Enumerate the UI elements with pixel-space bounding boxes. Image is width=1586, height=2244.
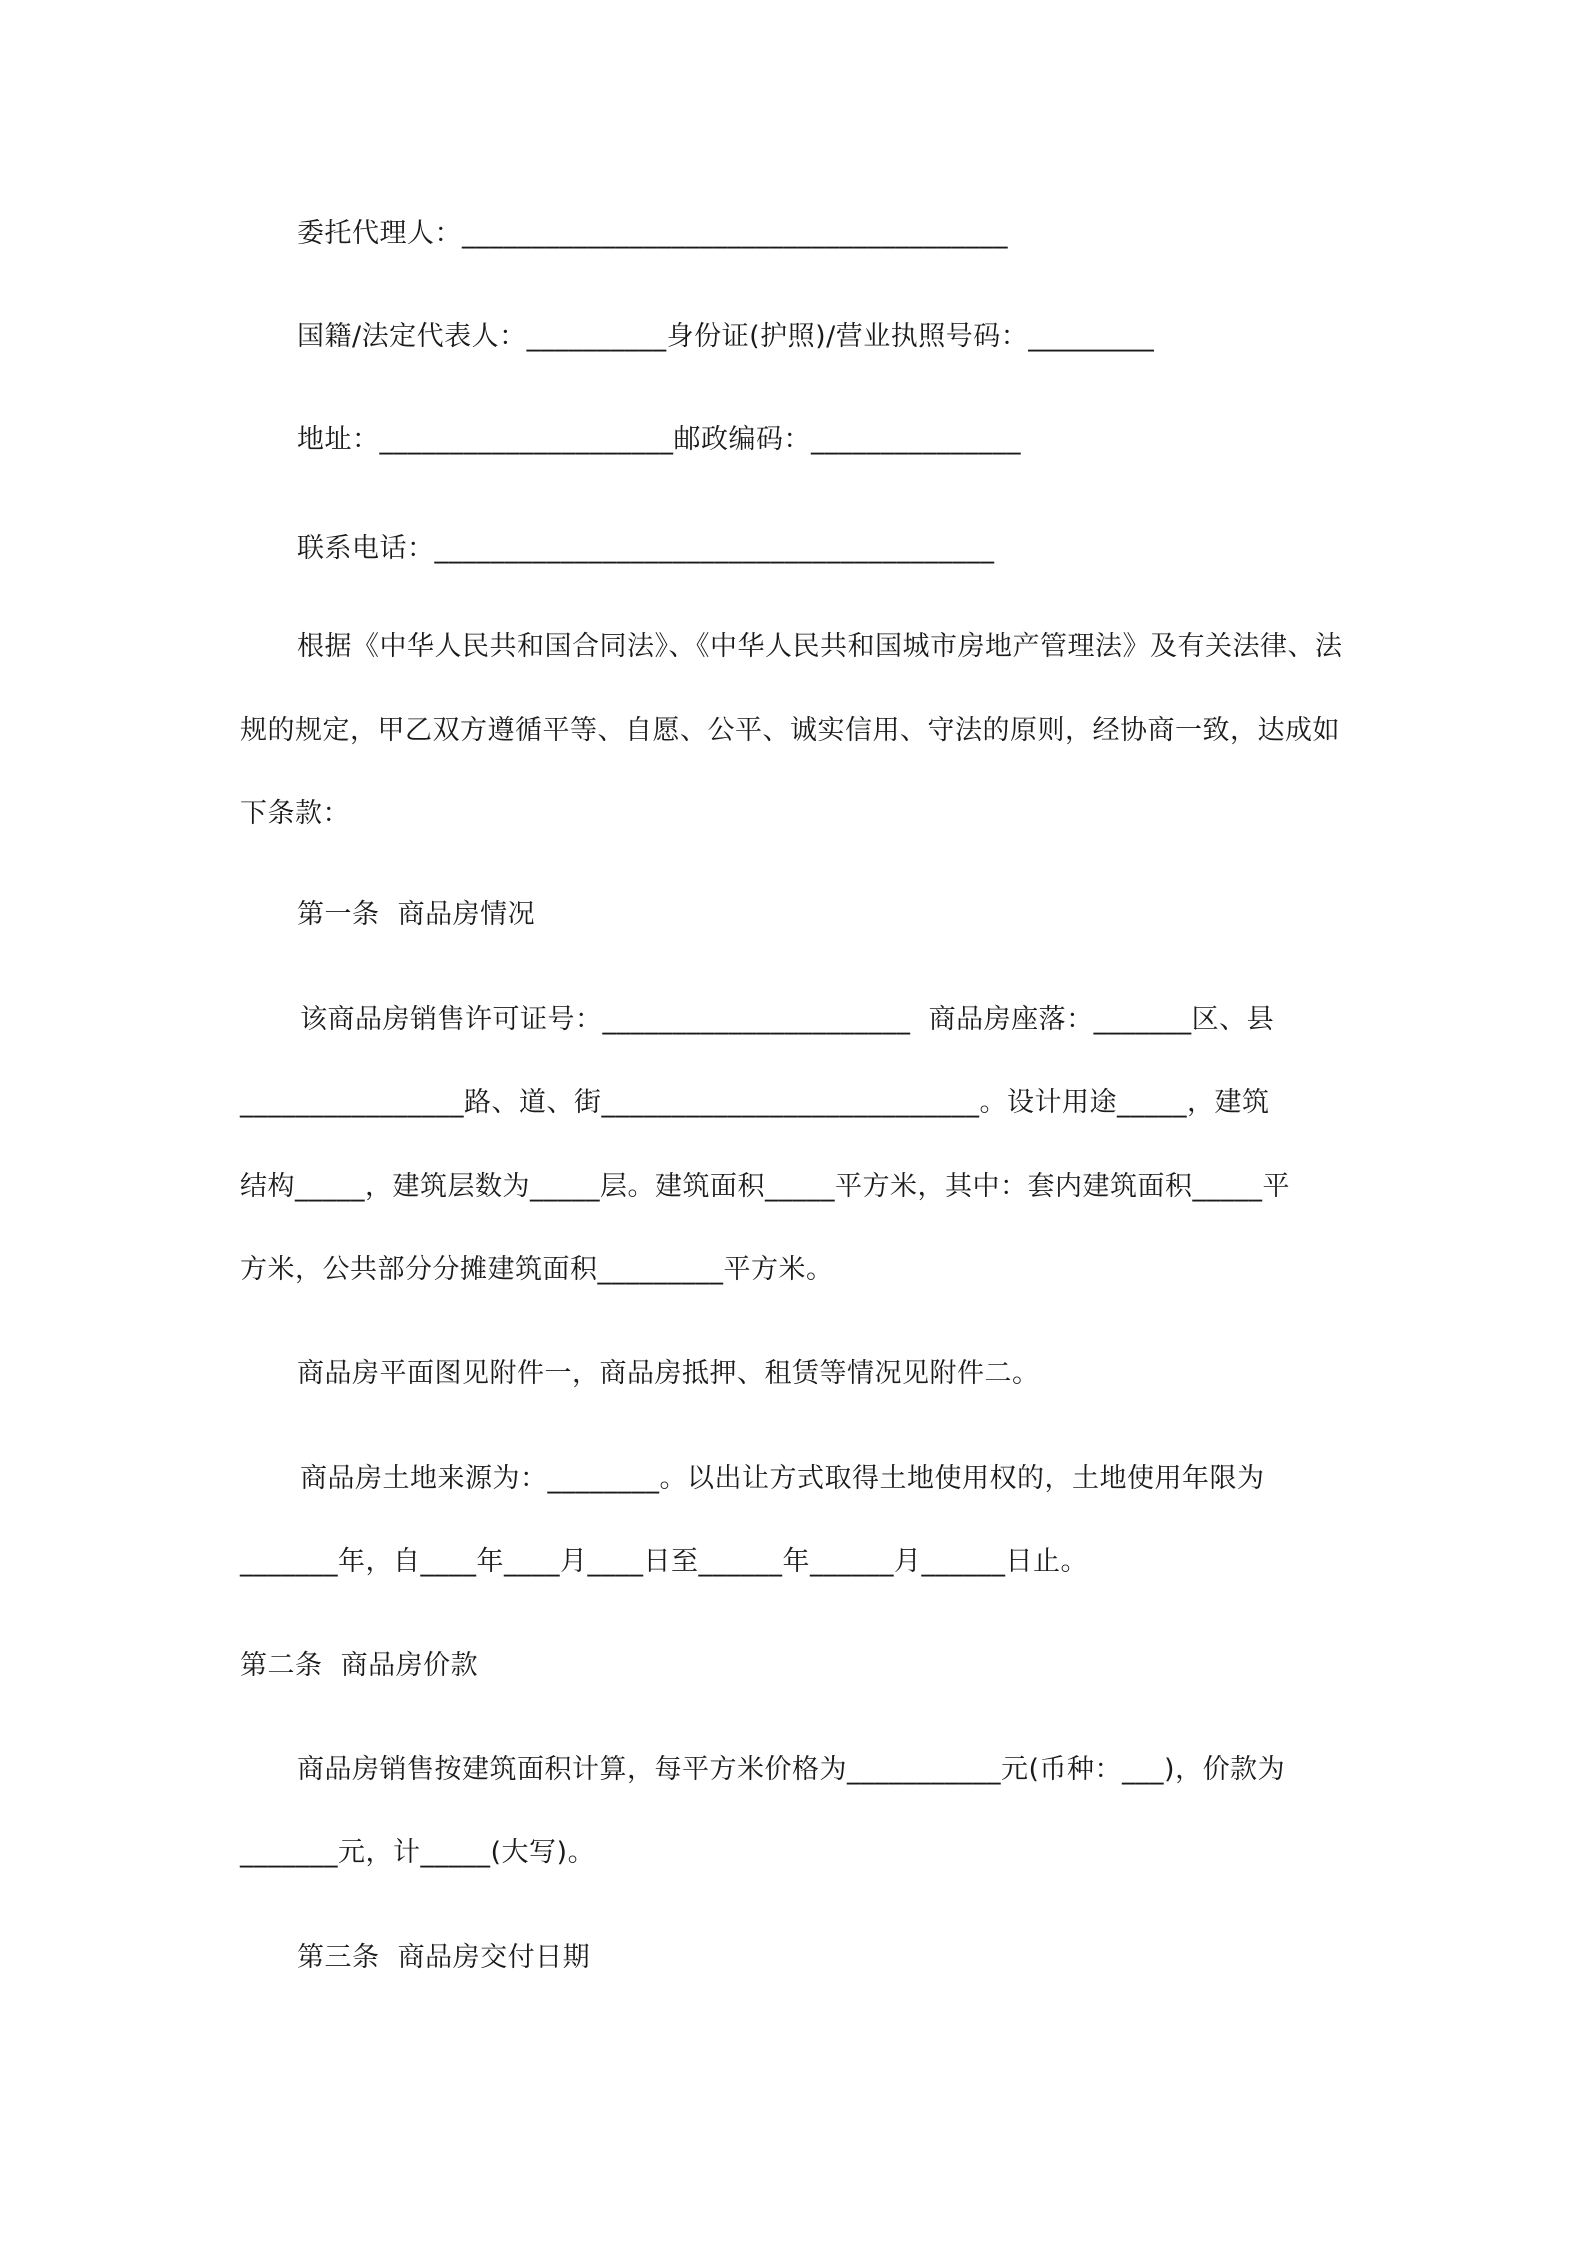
agent-field: 委托代理人：_______________________________________ [297, 218, 1008, 249]
article-1-line-3: 结构_____，建筑层数为_____层。建筑面积_____平方米，其中：套内建筑面积_____平 [240, 1171, 1290, 1202]
article-2-line-2: _______元，计_____(大写)。 [240, 1837, 596, 1868]
article-1-line-1: 该商品房销售许可证号：______________________ 商品房座落：_______区、县 [300, 1004, 1275, 1035]
article-2-line-1: 商品房销售按建筑面积计算，每平方米价格为___________元(币种：___)，价款为 [297, 1754, 1286, 1785]
article-1-heading: 第一条 商品房情况 [297, 899, 536, 930]
preamble-line-2: 规的规定，甲乙双方遵循平等、自愿、公平、诚实信用、守法的原则，经协商一致，达成如 [240, 715, 1340, 746]
land-source-line-2: _______年，自____年____月____日至______年______月______日止。 [240, 1546, 1088, 1577]
article-1-line-2: ________________路、道、街___________________________。设计用途_____，建筑 [240, 1087, 1270, 1118]
preamble-line-3: 下条款： [240, 798, 350, 829]
floor-plan-note: 商品房平面图见附件一，商品房抵押、租赁等情况见附件二。 [297, 1358, 1040, 1389]
nationality-id-field: 国籍/法定代表人：__________身份证(护照)/营业执照号码：_________ [297, 321, 1155, 352]
phone-field: 联系电话：________________________________________ [297, 533, 995, 564]
article-1-line-4: 方米，公共部分分摊建筑面积_________平方米。 [240, 1254, 834, 1285]
address-postcode-field: 地址：_____________________邮政编码：_______________ [297, 424, 1021, 455]
article-3-heading: 第三条 商品房交付日期 [297, 1942, 591, 1973]
article-2-heading: 第二条 商品房价款 [240, 1650, 479, 1681]
land-source-line-1: 商品房土地来源为：________。以出让方式取得土地使用权的，土地使用年限为 [300, 1463, 1265, 1494]
preamble-line-1: 根据《中华人民共和国合同法》、《中华人民共和国城市房地产管理法》及有关法律、法 [297, 631, 1343, 662]
